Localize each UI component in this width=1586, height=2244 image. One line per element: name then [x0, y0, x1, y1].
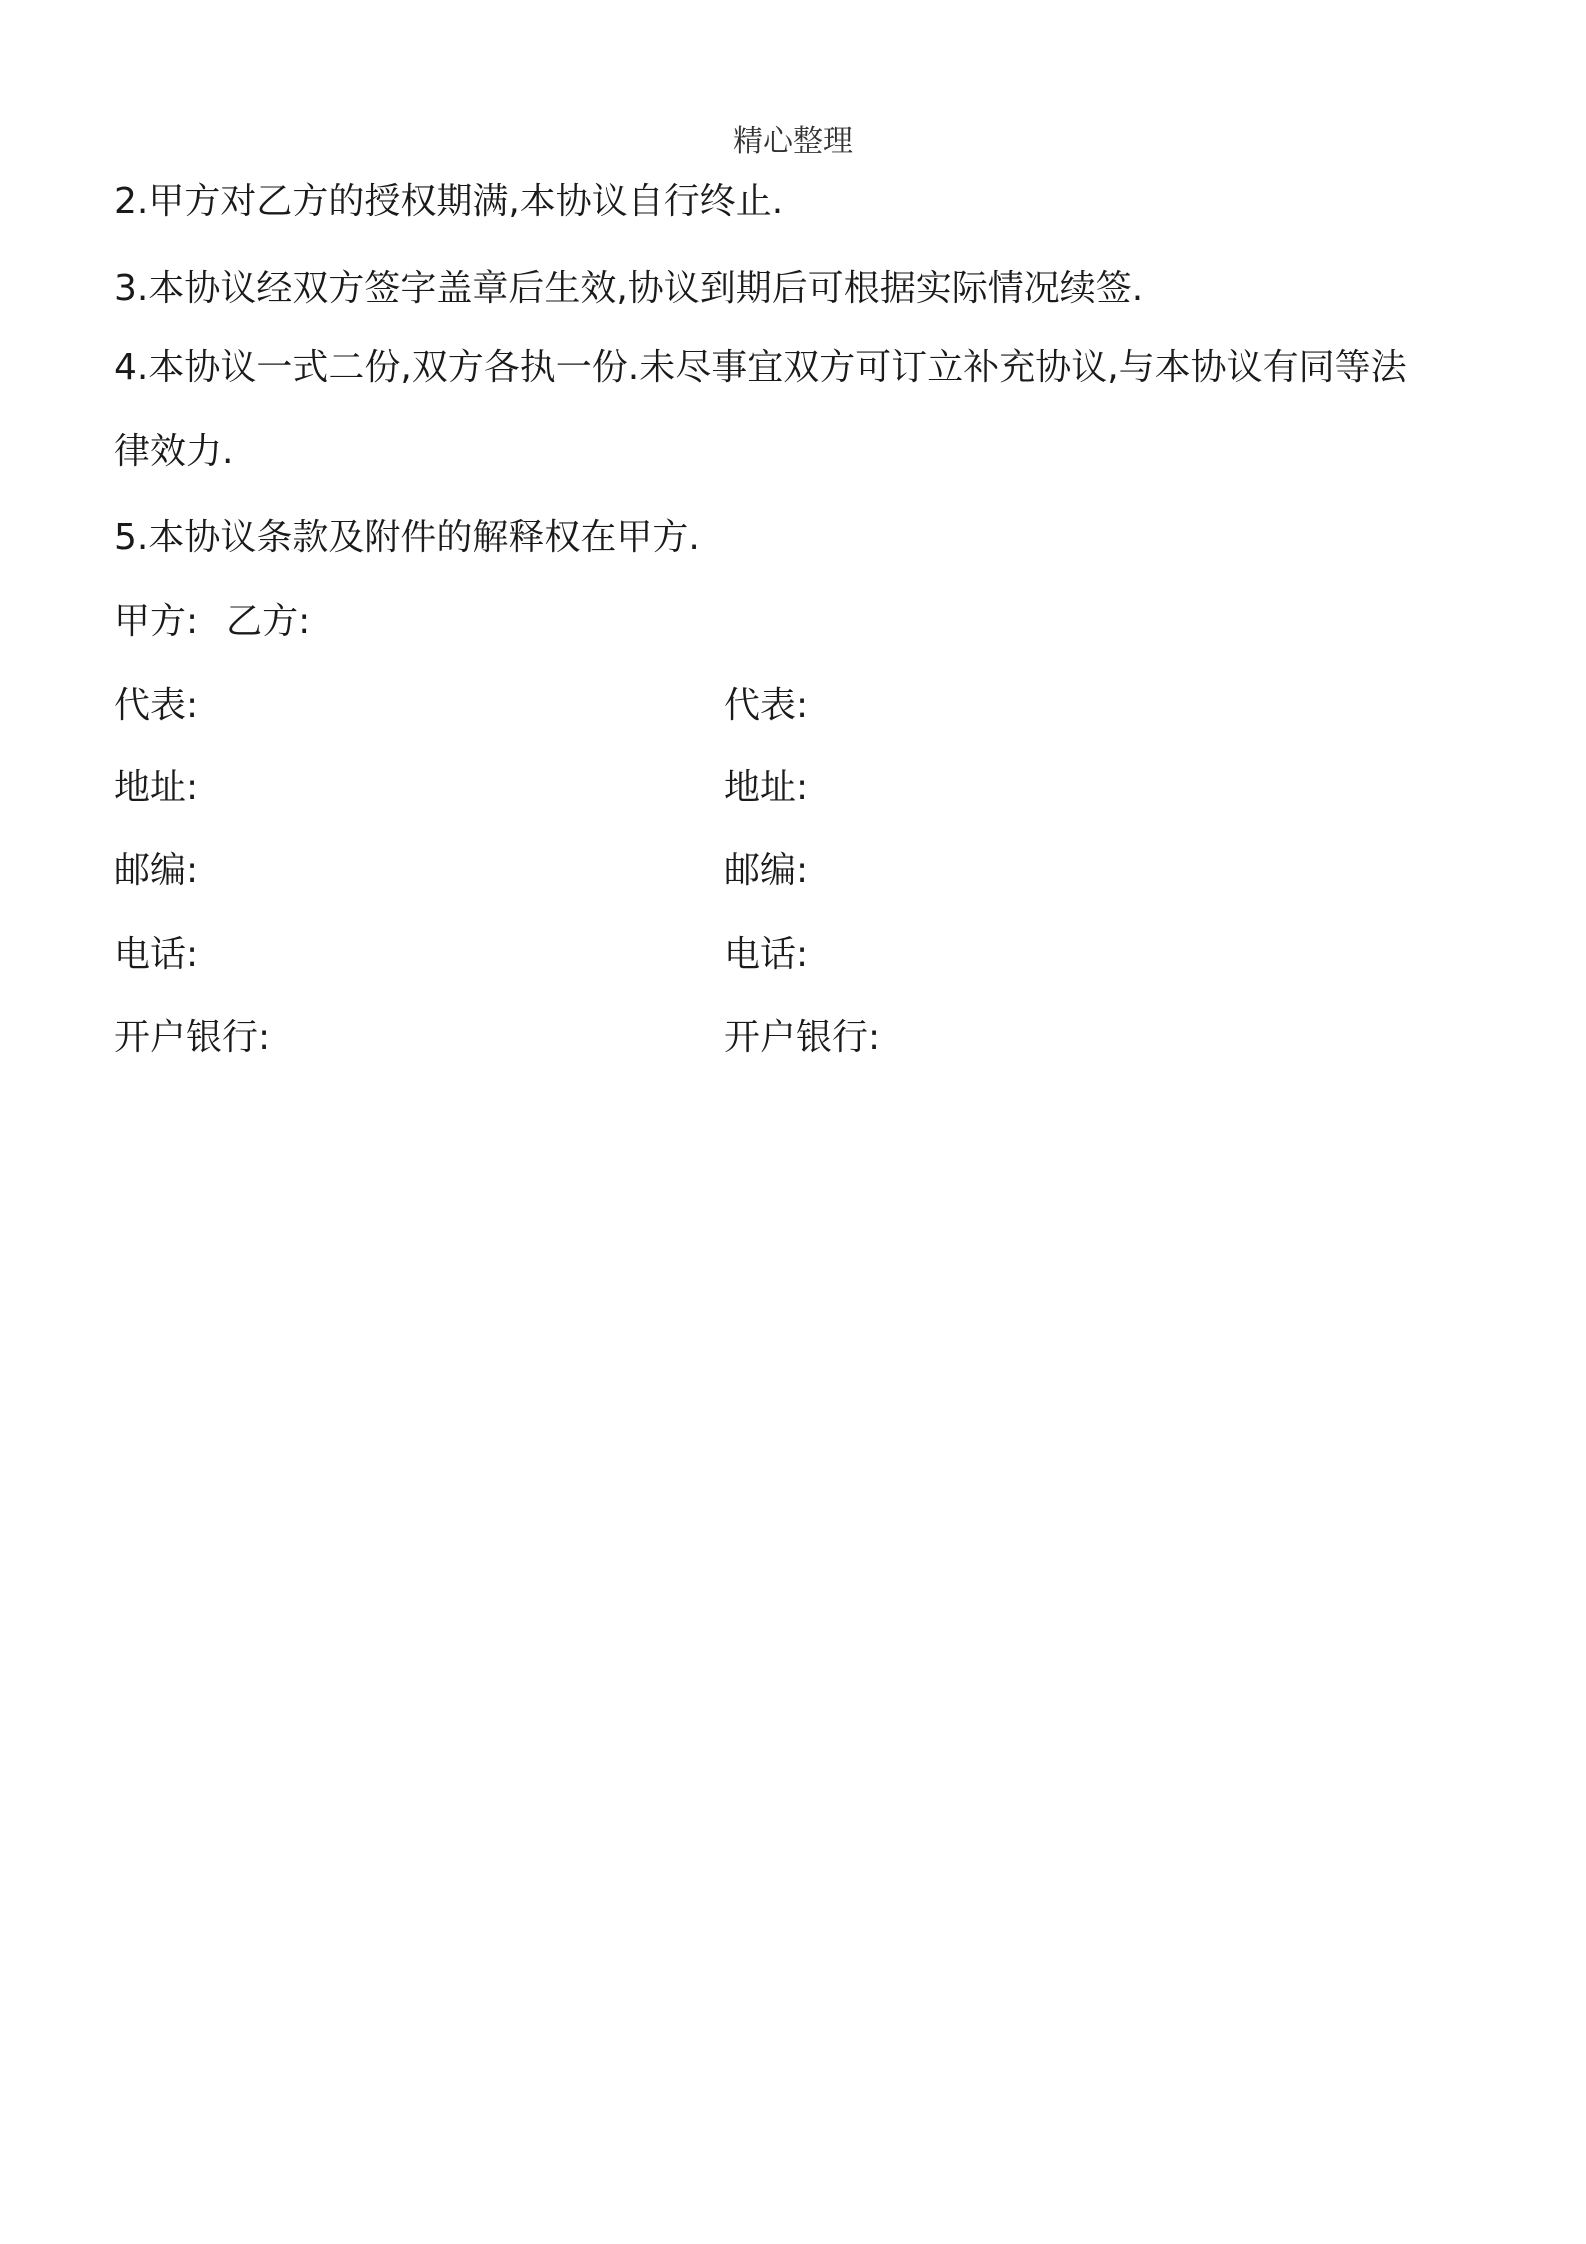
- party-a-representative-label: 代表:: [114, 685, 199, 726]
- clause-3: 3.本协议经双方签字盖章后生效,协议到期后可根据实际情况续签.: [114, 268, 1144, 309]
- party-b-label: 乙方:: [226, 601, 311, 642]
- party-a-phone-label: 电话:: [114, 934, 199, 975]
- clause-5: 5.本协议条款及附件的解释权在甲方.: [114, 517, 700, 558]
- page-header: 精心整理: [733, 124, 853, 159]
- party-b-postcode-label: 邮编:: [724, 850, 809, 891]
- clause-4-line-1: 4.本协议一式二份,双方各执一份.未尽事宜双方可订立补充协议,与本协议有同等法: [114, 347, 1407, 388]
- party-a-address-label: 地址:: [114, 767, 199, 808]
- party-b-phone-label: 电话:: [724, 934, 809, 975]
- clause-2: 2.甲方对乙方的授权期满,本协议自行终止.: [114, 181, 784, 222]
- party-a-label: 甲方:: [114, 601, 199, 642]
- party-a-bank-label: 开户银行:: [114, 1017, 271, 1058]
- party-b-representative-label: 代表:: [724, 685, 809, 726]
- party-b-address-label: 地址:: [724, 767, 809, 808]
- party-a-postcode-label: 邮编:: [114, 850, 199, 891]
- party-b-bank-label: 开户银行:: [724, 1017, 881, 1058]
- clause-4-line-2: 律效力.: [114, 431, 234, 472]
- parties-line: [114, 598, 310, 646]
